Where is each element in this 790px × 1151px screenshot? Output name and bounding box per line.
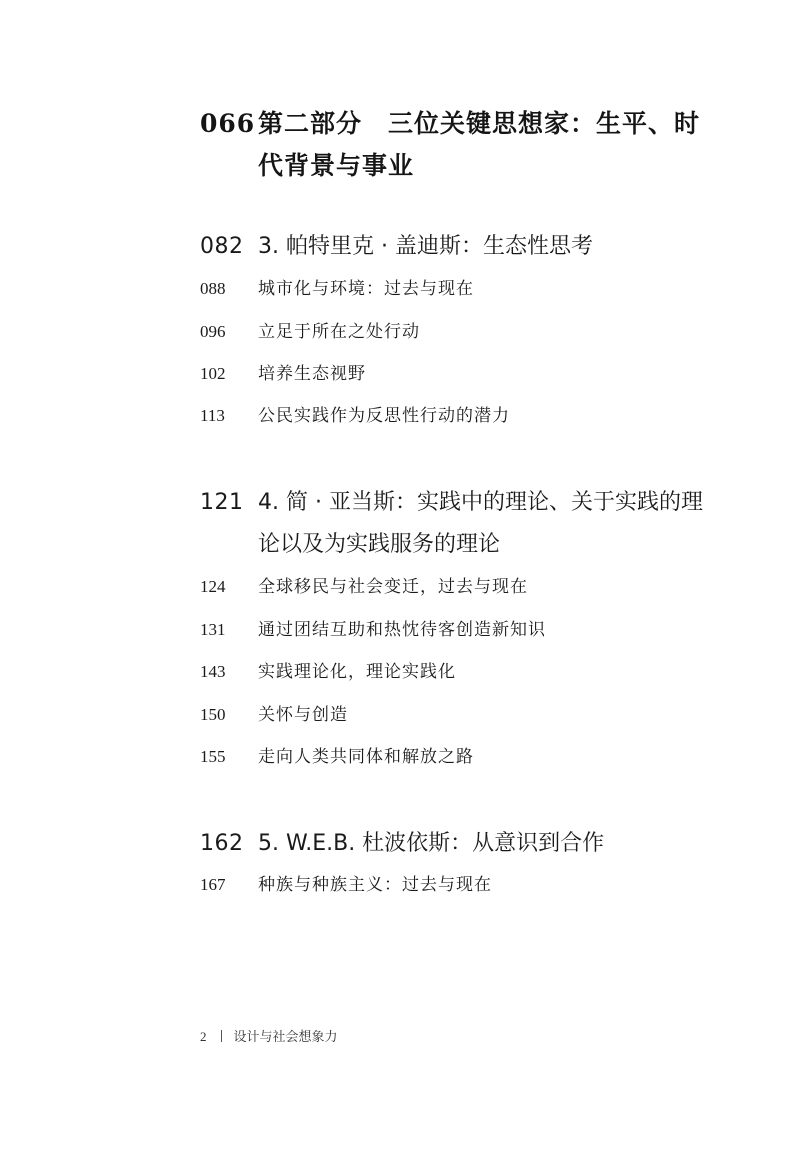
- footer-divider: [221, 1030, 222, 1042]
- entry-page-number: 150: [200, 705, 226, 724]
- footer-book-title: 设计与社会想象力: [233, 1030, 338, 1045]
- chapter-page-number: 121: [200, 490, 244, 515]
- entry-page-number: 155: [200, 747, 226, 766]
- chapter-title: 4. 简 · 亚当斯：实践中的理论、关于实践的理论以及为实践服务的理论: [258, 490, 703, 557]
- entry-title: 实践理论化，理论实践化: [258, 662, 456, 682]
- entry-title: 通过团结互助和热忱待客创造新知识: [258, 620, 546, 640]
- entry-page-number: 102: [200, 364, 226, 383]
- entry-title: 公民实践作为反思性行动的潜力: [258, 406, 510, 426]
- entry-page-number: 131: [200, 620, 226, 639]
- entry-page-number: 088: [200, 279, 226, 298]
- chapter-title: 5. W.E.B. 杜波依斯：从意识到合作: [258, 831, 605, 856]
- entry-title: 种族与种族主义：过去与现在: [258, 875, 492, 895]
- entry-page-number: 143: [200, 662, 226, 681]
- entry-page-number: 124: [200, 577, 226, 596]
- entry-page-number: 167: [200, 875, 226, 894]
- entry-title: 全球移民与社会变迁，过去与现在: [258, 577, 528, 597]
- entry-title: 培养生态视野: [258, 364, 366, 384]
- chapter-title: 3. 帕特里克 · 盖迪斯：生态性思考: [258, 234, 593, 259]
- footer-page-number: 2: [200, 1029, 207, 1044]
- part-page-number: 066: [200, 109, 256, 138]
- entry-title: 立足于所在之处行动: [258, 322, 420, 342]
- part-title: 第二部分 三位关键思想家：生平、时代背景与事业: [258, 109, 701, 180]
- entry-title: 城市化与环境：过去与现在: [258, 279, 474, 299]
- entry-page-number: 096: [200, 322, 226, 341]
- page-footer: [200, 1028, 338, 1047]
- chapter-page-number: 082: [200, 234, 244, 259]
- entry-title: 走向人类共同体和解放之路: [258, 747, 474, 767]
- entry-page-number: 113: [200, 406, 225, 425]
- chapter-page-number: 162: [200, 831, 244, 856]
- entry-title: 关怀与创造: [258, 705, 348, 725]
